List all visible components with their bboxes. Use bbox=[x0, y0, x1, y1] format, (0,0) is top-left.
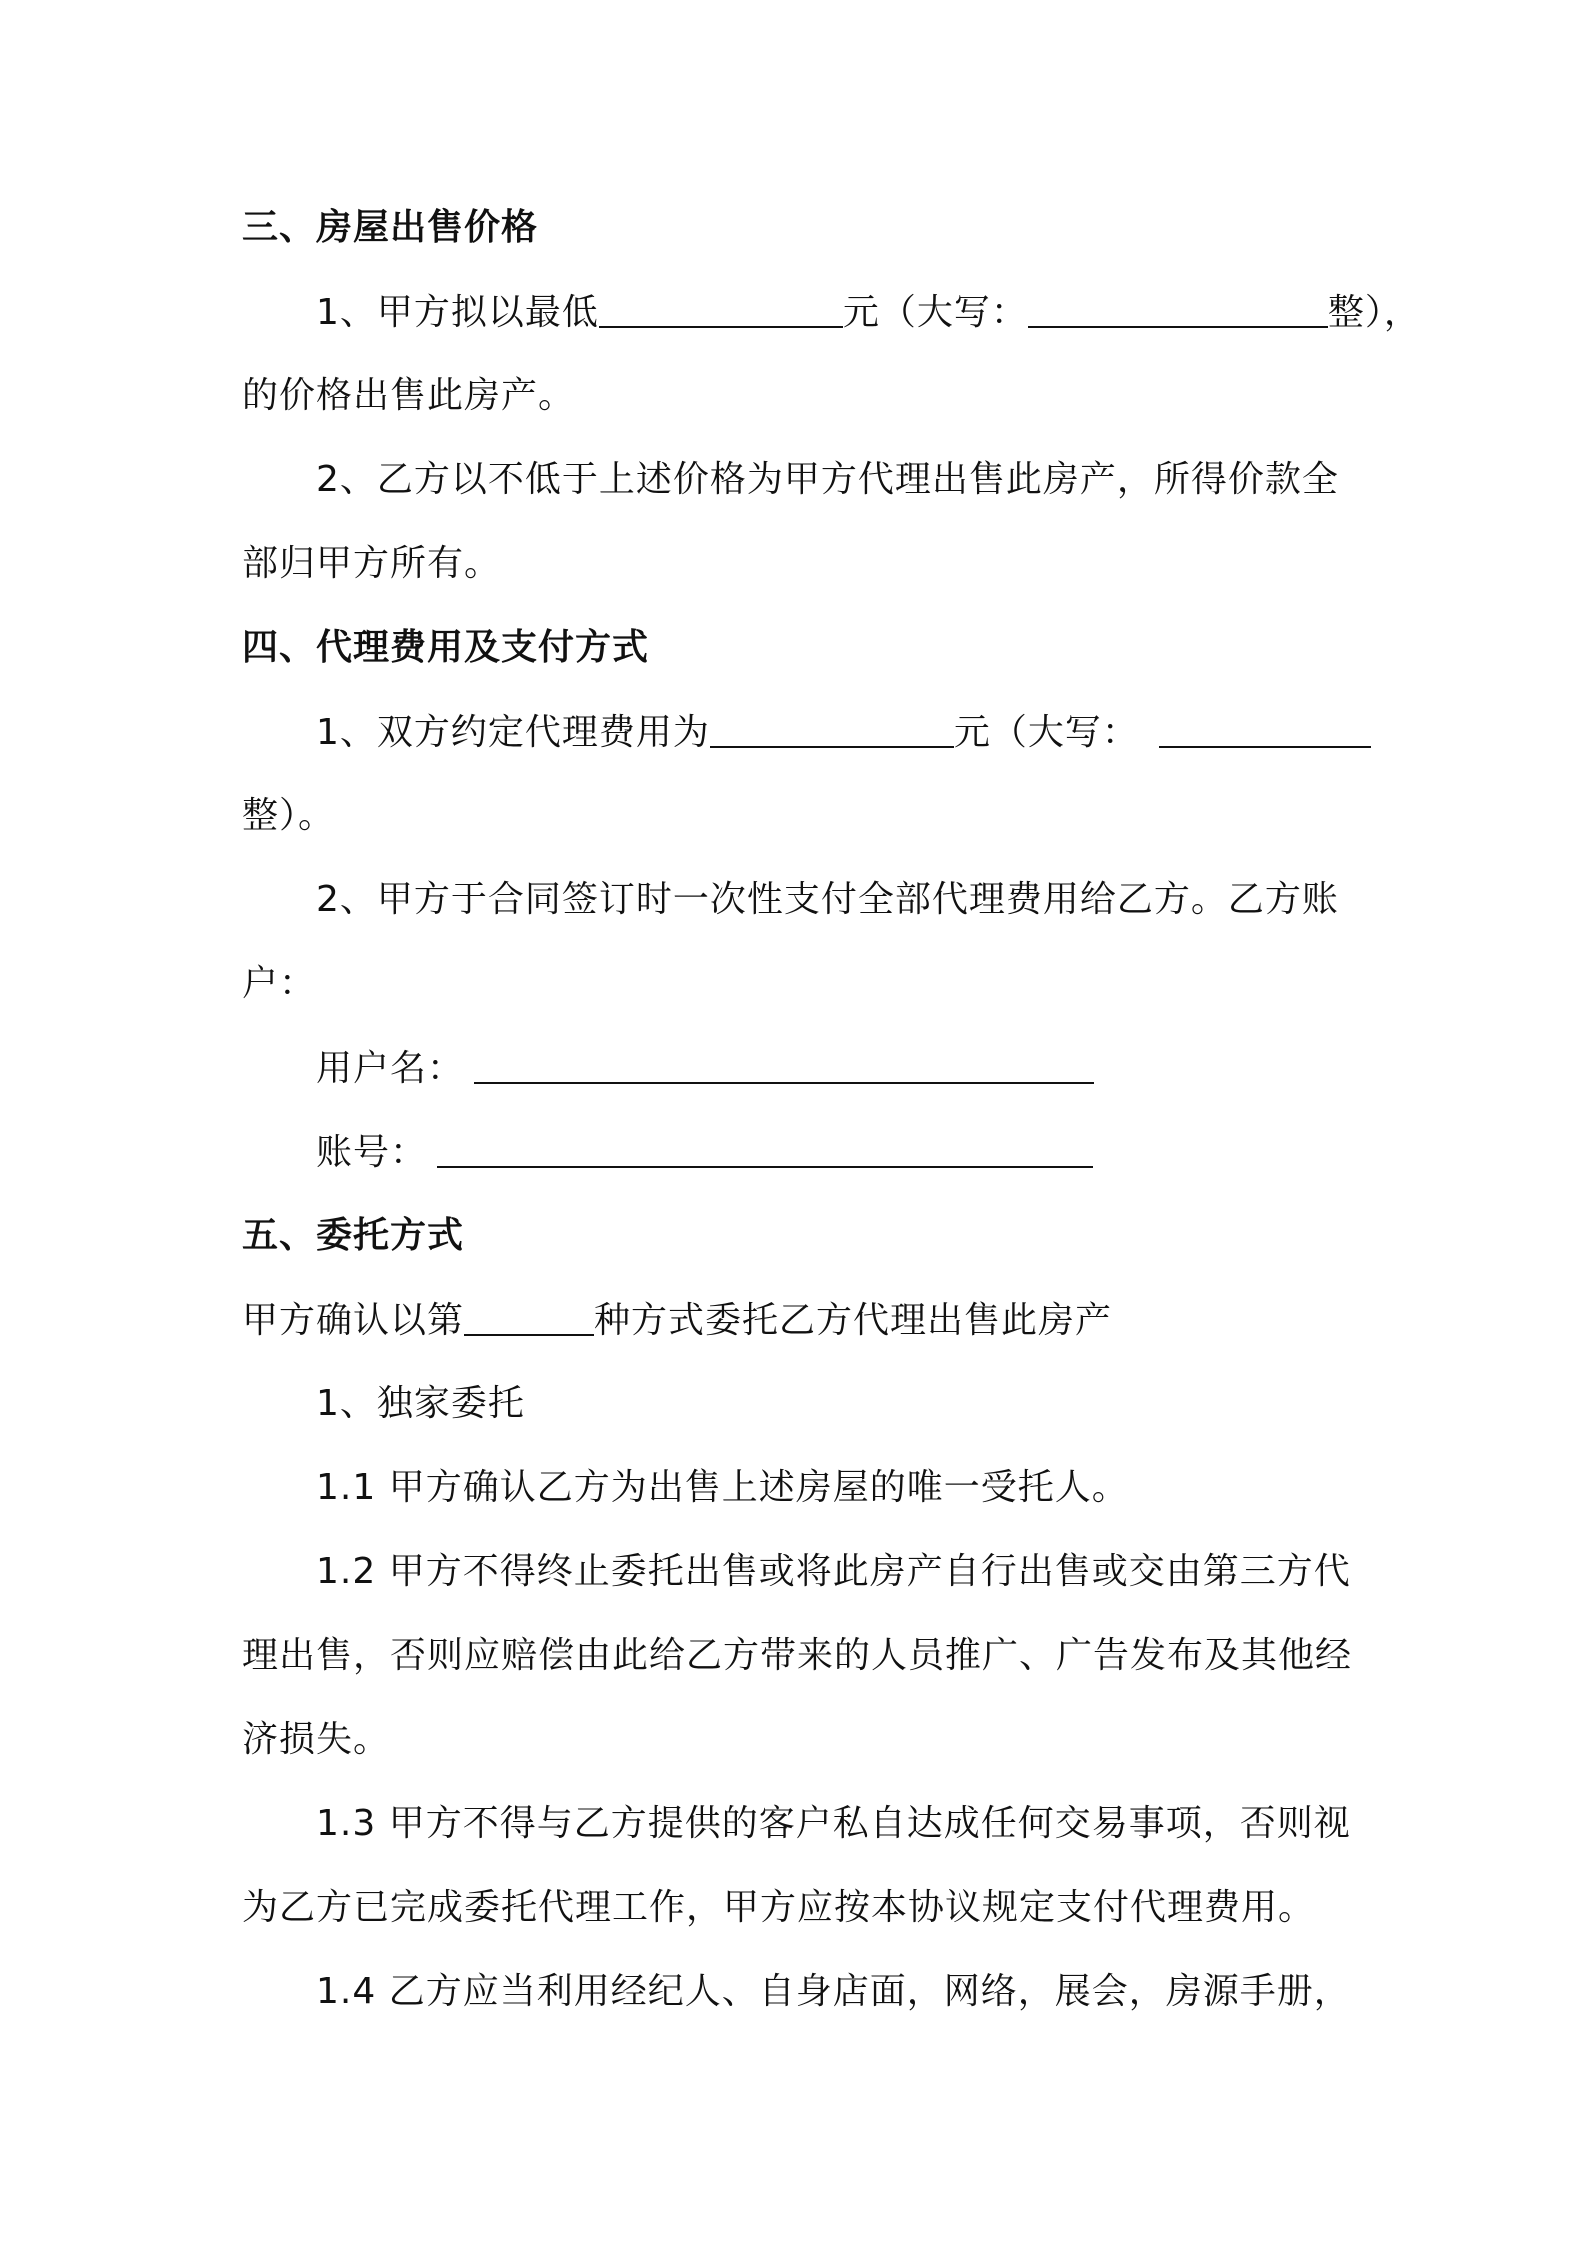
agency-fee-blank[interactable] bbox=[710, 710, 954, 748]
min-price-blank[interactable] bbox=[599, 290, 843, 328]
account-blank[interactable] bbox=[437, 1130, 1093, 1168]
section4-item1-line1 bbox=[316, 710, 1371, 755]
section5-confirm-line bbox=[242, 1298, 1112, 1343]
section5-item1-3-line2: 为乙方已完成委托代理工作，甲方应按本协议规定支付代理费用。 bbox=[242, 1887, 1316, 1928]
section3-item1-line2: 的价格出售此房产。 bbox=[242, 375, 576, 416]
section3-heading: 三、房屋出售价格 bbox=[242, 207, 539, 248]
section5-confirm-text-a: 甲方确认以第 bbox=[242, 1300, 465, 1341]
section4-heading: 四、代理费用及支付方式 bbox=[242, 627, 650, 668]
account-line bbox=[316, 1130, 1093, 1175]
section3-item1-text-a: 1、甲方拟以最低 bbox=[316, 292, 599, 333]
section5-item1-2-line2: 理出售，否则应赔偿由此给乙方带来的人员推广、广告发布及其他经 bbox=[242, 1635, 1353, 1676]
section4-item1-text-a: 1、双方约定代理费用为 bbox=[316, 712, 710, 753]
section3-item2-line1: 2、乙方以不低于上述价格为甲方代理出售此房产，所得价款全 bbox=[316, 459, 1339, 500]
section5-item1-3-line1: 1.3 甲方不得与乙方提供的客户私自达成任何交易事项，否则视 bbox=[316, 1803, 1351, 1844]
min-price-capital-blank[interactable] bbox=[1028, 290, 1328, 328]
section5-confirm-text-b: 种方式委托乙方代理出售此房产 bbox=[594, 1300, 1113, 1341]
section3-item1-text-c: 整）， bbox=[1327, 292, 1421, 333]
section5-item1: 1、独家委托 bbox=[316, 1383, 525, 1424]
section5-heading: 五、委托方式 bbox=[242, 1215, 465, 1256]
username-line bbox=[316, 1046, 1094, 1091]
section5-item1-1: 1.1 甲方确认乙方为出售上述房屋的唯一受托人。 bbox=[316, 1467, 1129, 1508]
method-number-blank[interactable] bbox=[464, 1298, 594, 1336]
section4-item1-text-b: 元（大写： bbox=[953, 712, 1139, 753]
agency-fee-capital-blank[interactable] bbox=[1159, 710, 1371, 748]
account-label: 账号： bbox=[316, 1132, 428, 1173]
section3-item2-line2: 部归甲方所有。 bbox=[242, 543, 502, 584]
username-label: 用户名： bbox=[316, 1048, 465, 1089]
username-blank[interactable] bbox=[474, 1046, 1094, 1084]
section5-item1-4-line1: 1.4 乙方应当利用经纪人、自身店面，网络，展会，房源手册， bbox=[316, 1971, 1351, 2012]
section4-item2-line1: 2、甲方于合同签订时一次性支付全部代理费用给乙方。乙方账 bbox=[316, 879, 1339, 920]
section3-item1-line1 bbox=[316, 290, 1421, 335]
section5-item1-2-line1: 1.2 甲方不得终止委托出售或将此房产自行出售或交由第三方代 bbox=[316, 1551, 1351, 1592]
section3-item1-text-b: 元（大写： bbox=[842, 292, 1028, 333]
section4-item2-line2: 户： bbox=[242, 963, 317, 1004]
section5-item1-2-line3: 济损失。 bbox=[242, 1719, 391, 1760]
section4-item1-line2: 整）。 bbox=[242, 795, 336, 836]
